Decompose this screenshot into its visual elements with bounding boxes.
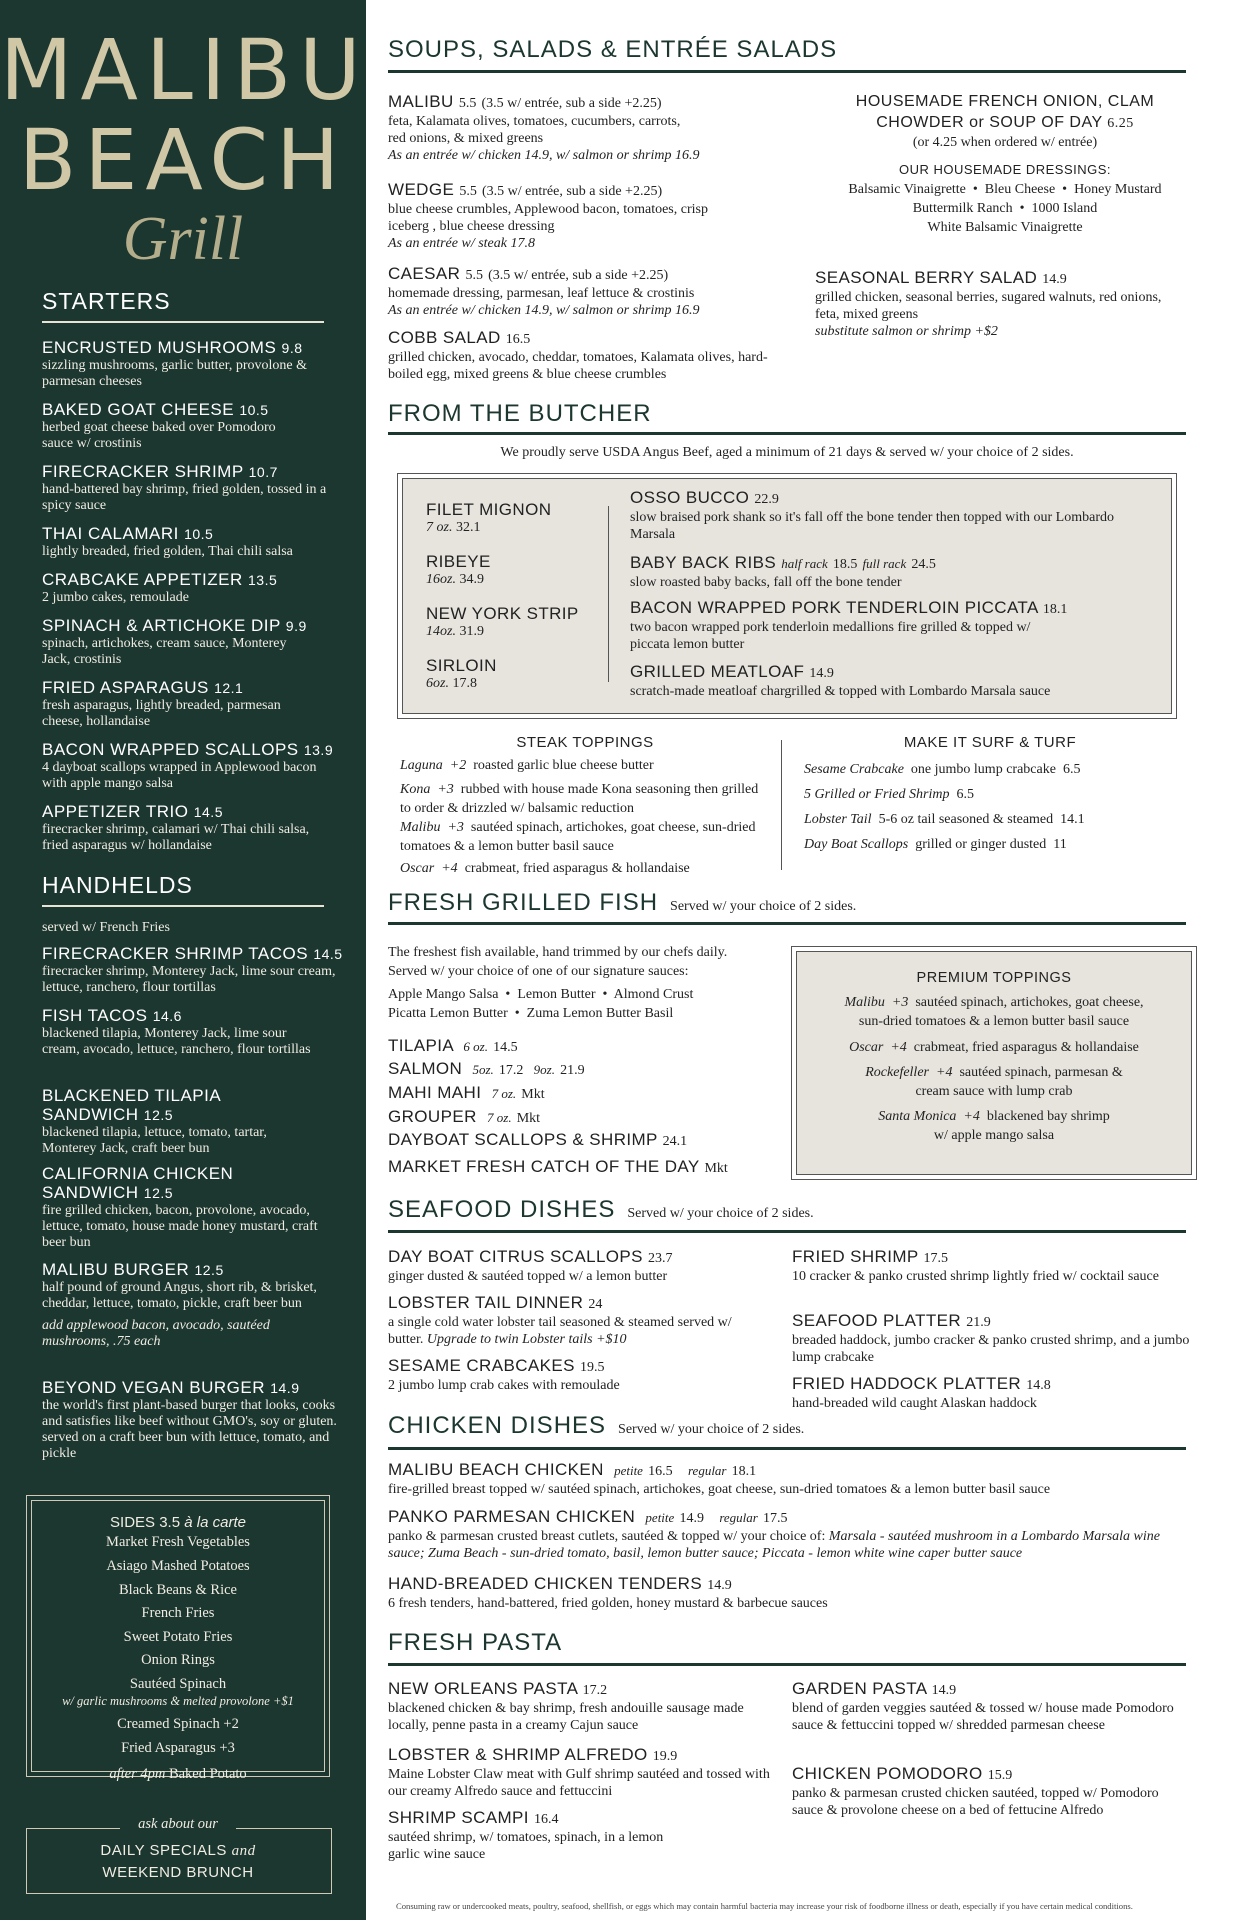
- topping-kona: Kona +3 rubbed with house made Kona seasoning then grilled to order & drizzled w/ balsamic reduction: [400, 782, 759, 816]
- butcher-heading: FROM THE BUTCHER: [388, 400, 652, 427]
- premium-heading: PREMIUM TOPPINGS: [916, 970, 1072, 986]
- rule: [388, 1663, 1186, 1666]
- pasta-item: GARDEN PASTA 14.9 blend of garden veggies sautéed & tossed w/ house made Pomodoro sauce & fettuccini topped w/ shredded parmesan cheese: [792, 1679, 1174, 1733]
- fish-tilapia: TILAPIA 6 oz. 14.5: [388, 1036, 518, 1055]
- premium-item: Santa Monica +4 blackened bay shrimp w/ apple mango salsa: [878, 1109, 1110, 1143]
- topping-malibu: Malibu +3 sautéed spinach, artichokes, goat cheese, sun-dried tomatoes & a lemon butter basil sauce: [400, 820, 756, 854]
- starter-item: APPETIZER TRIO 14.5 firecracker shrimp, calamari w/ Thai chili salsa, fried asparagus w/ hollandaise: [42, 802, 310, 853]
- butcher-intro: We proudly serve USDA Angus Beef, aged a minimum of 21 days & served w/ your choice of 2 sides.: [500, 445, 1074, 460]
- weekend-brunch: WEEKEND BRUNCH: [102, 1864, 254, 1881]
- handheld-item: FIRECRACKER SHRIMP TACOS 14.5 firecracker shrimp, Monterey Jack, lime sour cream, lettuce, ranchero, flour tortillas: [42, 944, 343, 995]
- side-item: Onion Rings: [141, 1652, 215, 1668]
- starter-item: ENCRUSTED MUSHROOMS 9.8 sizzling mushrooms, garlic butter, provolone & parmesan cheeses: [42, 338, 308, 389]
- seafood-item: FRIED HADDOCK PLATTER 14.8 hand-breaded wild caught Alaskan haddock: [792, 1374, 1051, 1411]
- specials-box: [26, 1828, 332, 1894]
- topping-laguna: Laguna +2 roasted garlic blue cheese butter: [400, 758, 654, 773]
- divider: [608, 506, 609, 682]
- divider: [781, 740, 782, 870]
- seafood-item: DAY BOAT CITRUS SCALLOPS 23.7 ginger dusted & sautéed topped w/ a lemon butter: [388, 1247, 673, 1284]
- salad-wedge: WEDGE 5.5 (3.5 w/ entrée, sub a side +2.25) blue cheese crumbles, Applewood bacon, tomatoes, crisp iceberg , blue cheese dressing As an entrée w/ steak 17.8: [388, 180, 708, 251]
- handhelds-heading: HANDHELDS: [42, 872, 324, 907]
- sidebar: [0, 0, 369, 1920]
- dressings-line: Balsamic Vinaigrette • Bleu Cheese • Honey Mustard: [848, 182, 1162, 197]
- starter-item: FRIED ASPARAGUS 12.1 fresh asparagus, lightly breaded, parmesan cheese, hollandaise: [42, 678, 281, 729]
- steak-item: NEW YORK STRIP 14oz. 31.9: [426, 604, 579, 639]
- side-item: Fried Asparagus +3: [121, 1740, 235, 1756]
- rule: [388, 432, 1186, 435]
- butcher-osso: OSSO BUCCO 22.9 slow braised pork shank so it's fall off the bone tender then topped with our Lombardo Marsala: [630, 488, 1114, 542]
- butcher-ribs: BABY BACK RIBS half rack 18.5 full rack 24.5 slow roasted baby backs, fall off the bone tender: [630, 553, 936, 590]
- handheld-item: BEYOND VEGAN BURGER 14.9 the world's first plant-based burger that looks, cooks and satisfies like beef without GMO's, soy or gluten. served on a craft beer bun with lettuce, tomato, and pickle: [42, 1378, 337, 1461]
- starter-item: THAI CALAMARI 10.5 lightly breaded, fried golden, Thai chili salsa: [42, 524, 293, 559]
- seafood-item: LOBSTER TAIL DINNER 24 a single cold water lobster tail seasoned & steamed served w/ butter. Upgrade to twin Lobster tails +$10: [388, 1293, 732, 1347]
- butcher-piccata: BACON WRAPPED PORK TENDERLOIN PICCATA 18.1 two bacon wrapped pork tenderloin medallions fire grilled & topped w/ piccata lemon butter: [630, 598, 1068, 652]
- chicken-panko: PANKO PARMESAN CHICKEN petite 14.9 regular 17.5 panko & parmesan crusted breast cutlets, sautéed & topped w/ your choice of: Marsala - sautéed mushroom in a Lombardo Marsala wine sauce; Zuma Beach - sun-dried tomato, basil, lemon butter sauce; Piccata - lemon white wine caper butter sauce: [388, 1507, 1160, 1561]
- dressings-line: White Balsamic Vinaigrette: [927, 220, 1083, 235]
- butcher-meatloaf: GRILLED MEATLOAF 14.9 scratch-made meatloaf chargrilled & topped with Lombardo Marsala sauce: [630, 662, 1051, 699]
- chicken-tenders: HAND-BREADED CHICKEN TENDERS 14.9 6 fresh tenders, hand-battered, fried golden, honey mustard & barbecue sauces: [388, 1574, 828, 1611]
- steak-toppings-heading: STEAK TOPPINGS: [516, 734, 654, 751]
- fish-catch: MARKET FRESH CATCH OF THE DAY Mkt: [388, 1157, 728, 1176]
- side-item: Market Fresh Vegetables: [106, 1534, 250, 1550]
- handhelds-note: served w/ French Fries: [42, 920, 170, 935]
- starter-item: FIRECRACKER SHRIMP 10.7 hand-battered bay shrimp, fried golden, tossed in a spicy sauce: [42, 462, 327, 513]
- seafood-item: SEAFOOD PLATTER 21.9 breaded haddock, jumbo cracker & panko crusted shrimp, and a jumbo lump crabcake: [792, 1311, 1190, 1365]
- surf-item: 5 Grilled or Fried Shrimp 6.5: [804, 787, 974, 802]
- side-item: Black Beans & Rice: [119, 1582, 237, 1598]
- steak-item: SIRLOIN 6oz. 17.8: [426, 656, 497, 691]
- dressings-line: Buttermilk Ranch • 1000 Island: [912, 201, 1098, 216]
- surf-item: Lobster Tail 5-6 oz tail seasoned & steamed 14.1: [804, 812, 1085, 827]
- handheld-item: BLACKENED TILAPIA SANDWICH 12.5 blackened tilapia, lettuce, tomato, tartar, Monterey Jack, craft beer bun: [42, 1086, 267, 1156]
- steak-item: FILET MIGNON 7 oz. 32.1: [426, 500, 552, 535]
- side-item: after 4pm Baked Potato: [109, 1766, 247, 1782]
- premium-item: Oscar +4 crabmeat, fried asparagus & hollandaise: [849, 1040, 1139, 1055]
- pasta-heading: FRESH PASTA: [388, 1629, 563, 1656]
- ask-about: ask about our: [120, 1816, 236, 1833]
- fish-grouper: GROUPER 7 oz. Mkt: [388, 1107, 541, 1126]
- pasta-item: CHICKEN POMODORO 15.9 panko & parmesan crusted chicken sautéed, topped w/ Pomodoro sauce & provolone cheese on a bed of fettucine Alfredo: [792, 1764, 1159, 1818]
- seafood-heading: SEAFOOD DISHES Served w/ your choice of 2 sides.: [388, 1196, 814, 1223]
- surf-item: Day Boat Scallops grilled or ginger dusted 11: [804, 837, 1067, 852]
- dressings-heading: OUR HOUSEMADE DRESSINGS:: [898, 162, 1112, 177]
- pasta-item: LOBSTER & SHRIMP ALFREDO 19.9 Maine Lobster Claw meat with Gulf shrimp sautéed and tossed with our creamy Alfredo sauce and fettuccini: [388, 1745, 770, 1799]
- handheld-item: MALIBU BURGER 12.5 half pound of ground Angus, short rib, & brisket, cheddar, lettuce, tomato, pickle, craft beer bun add applewood bacon, avocado, sautéed mushrooms, .75 each: [42, 1260, 317, 1349]
- pasta-item: SHRIMP SCAMPI 16.4 sautéed shrimp, w/ tomatoes, spinach, in a lemon garlic wine sauce: [388, 1808, 664, 1862]
- soups-heading: SOUPS, SALADS & ENTRÉE SALADS: [388, 36, 838, 63]
- logo-beach: BEACH: [18, 111, 348, 209]
- side-item-note: w/ garlic mushrooms & melted provolone +$1: [62, 1694, 294, 1708]
- steak-item: RIBEYE 16oz. 34.9: [426, 552, 491, 587]
- logo-malibu: MALIBU: [0, 21, 369, 119]
- side-item: French Fries: [141, 1605, 215, 1621]
- fish-sauces: Picatta Lemon Butter • Zuma Lemon Butter Basil: [388, 1006, 674, 1021]
- surf-item: Sesame Crabcake one jumbo lump crabcake 6.5: [804, 762, 1081, 777]
- logo-grill: Grill: [122, 205, 244, 273]
- starter-item: CRABCAKE APPETIZER 13.5 2 jumbo cakes, remoulade: [42, 570, 278, 605]
- salad-berry: SEASONAL BERRY SALAD 14.9 grilled chicken, seasonal berries, sugared walnuts, red onions, feta, mixed greens substitute salmon or shrimp +$2: [815, 268, 1162, 339]
- soup-title: CHOWDER or SOUP OF DAY 6.25: [876, 114, 1134, 131]
- rule: [388, 922, 1186, 925]
- salad-malibu: MALIBU 5.5 (3.5 w/ entrée, sub a side +2.25) feta, Kalamata olives, tomatoes, cucumbers, carrots, red onions, & mixed greens As an entrée w/ chicken 14.9, w/ salmon or shrimp 16.9: [388, 92, 700, 163]
- side-item: Sautéed Spinach: [129, 1676, 227, 1692]
- chicken-heading: CHICKEN DISHES Served w/ your choice of 2 sides.: [388, 1412, 805, 1439]
- pasta-item: NEW ORLEANS PASTA 17.2 blackened chicken & bay shrimp, fresh andouille sausage made locally, penne pasta in a creamy Cajun sauce: [388, 1679, 744, 1733]
- disclaimer: Consuming raw or undercooked meats, poultry, seafood, shellfish, or eggs which may contain harmful bacteria may increase your risk of foodborne illness or death, especially if you have certain medical conditions.: [396, 1901, 1133, 1911]
- soup-title: HOUSEMADE FRENCH ONION, CLAM: [855, 93, 1155, 110]
- fish-mahi: MAHI MAHI 7 oz. Mkt: [388, 1083, 545, 1102]
- seafood-item: SESAME CRABCAKES 19.5 2 jumbo lump crab cakes with remoulade: [388, 1356, 620, 1393]
- starter-item: BAKED GOAT CHEESE 10.5 herbed goat cheese baked over Pomodoro sauce w/ crostinis: [42, 400, 276, 451]
- fish-salmon: SALMON 5oz. 17.2 9oz. 21.9: [388, 1059, 585, 1078]
- fish-dayboat: DAYBOAT SCALLOPS & SHRIMP 24.1: [388, 1130, 688, 1149]
- rule: [388, 1447, 1186, 1450]
- fish-sauces: Apple Mango Salsa • Lemon Butter • Almond Crust: [388, 987, 694, 1002]
- salad-cobb: COBB SALAD 16.5 grilled chicken, avocado, cheddar, tomatoes, Kalamata olives, hard-boiled egg, mixed greens & blue cheese crumbles: [388, 328, 768, 382]
- seafood-item: FRIED SHRIMP 17.5 10 cracker & panko crusted shrimp lightly fried w/ cocktail sauce: [792, 1247, 1159, 1284]
- chicken-malibu: MALIBU BEACH CHICKEN petite 16.5 regular 18.1 fire-grilled breast topped w/ sautéed spinach, artichokes, goat cheese, sun-dried tomatoes & a lemon butter basil sauce: [388, 1460, 1051, 1497]
- side-item: Sweet Potato Fries: [123, 1629, 233, 1645]
- starters-heading: STARTERS: [42, 288, 324, 323]
- soup-note: (or 4.25 when ordered w/ entrée): [912, 135, 1098, 150]
- handheld-item: CALIFORNIA CHICKEN SANDWICH 12.5 fire grilled chicken, bacon, provolone, avocado, lettuce, tomato, house made honey mustard, craft beer bun: [42, 1164, 318, 1250]
- fish-intro: The freshest fish available, hand trimmed by our chefs daily.: [388, 945, 728, 960]
- starter-item: SPINACH & ARTICHOKE DIP 9.9 spinach, artichokes, cream sauce, Monterey Jack, crostinis: [42, 616, 307, 667]
- salad-caesar: CAESAR 5.5 (3.5 w/ entrée, sub a side +2.25) homemade dressing, parmesan, leaf lettuce & crostinis As an entrée w/ chicken 14.9, w/ salmon or shrimp 16.9: [388, 264, 700, 318]
- daily-specials: DAILY SPECIALS and: [100, 1842, 256, 1859]
- fish-heading: FRESH GRILLED FISH Served w/ your choice of 2 sides.: [388, 889, 857, 916]
- starter-item: BACON WRAPPED SCALLOPS 13.9 4 dayboat scallops wrapped in Applewood bacon with apple mango salsa: [42, 740, 334, 791]
- surf-turf-heading: MAKE IT SURF & TURF: [903, 734, 1077, 751]
- side-item: Asiago Mashed Potatoes: [106, 1558, 250, 1574]
- handheld-item: FISH TACOS 14.6 blackened tilapia, Monterey Jack, lime sour cream, avocado, lettuce, ranchero, flour tortillas: [42, 1006, 311, 1057]
- premium-item: Rockefeller +4 sautéed spinach, parmesan & cream sauce with lump crab: [865, 1065, 1123, 1099]
- premium-item: Malibu +3 sautéed spinach, artichokes, goat cheese, sun-dried tomatoes & a lemon butter basil sauce: [844, 995, 1144, 1029]
- fish-intro: Served w/ your choice of one of our signature sauces:: [388, 964, 689, 979]
- rule: [388, 70, 1186, 73]
- sides-heading: SIDES 3.5 à la carte: [110, 1514, 246, 1531]
- rule: [388, 1230, 1186, 1233]
- topping-oscar: Oscar +4 crabmeat, fried asparagus & hollandaise: [400, 861, 690, 876]
- side-item: Creamed Spinach +2: [117, 1716, 239, 1732]
